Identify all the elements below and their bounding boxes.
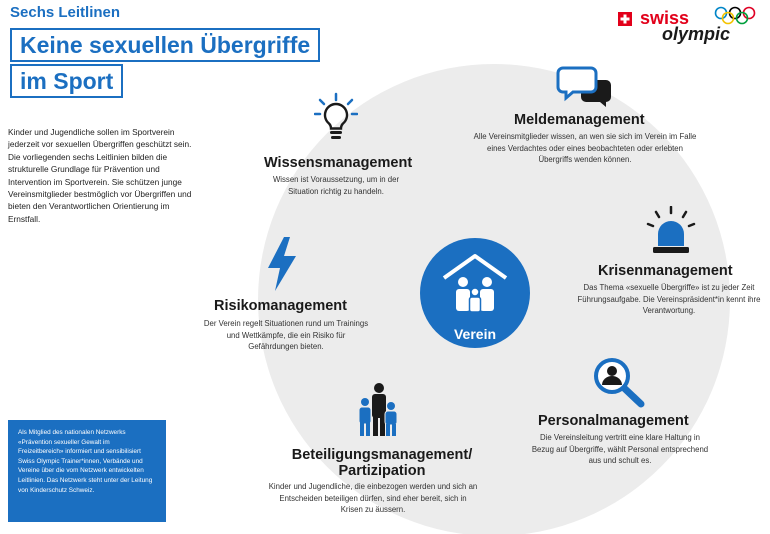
family-house-icon [440, 252, 510, 324]
kicker-title: Sechs Leitlinen [10, 4, 121, 21]
page-title-line1: Keine sexuellen Übergriffe [10, 28, 320, 62]
hub-label: Verein [453, 326, 497, 342]
brand-swiss-text: swiss [640, 8, 690, 28]
olympic-rings-icon [714, 6, 758, 26]
melde-title: Meldemanagement [514, 112, 645, 128]
network-note: Als Mitglied des nationalen Netzwerks «Prävention sexueller Gewalt im Freizeitbereich» informiert und sensibilisiert Swiss Olympic Trainer*innen, Verbände und Vereine über die vom Netzwerk entwickelten Leitlinien. Das Netzwerk steht unter der Leitung von Kinderschutz Schweiz. [8, 420, 166, 522]
page-title-line2: im Sport [10, 64, 123, 98]
personal-title: Personalmanagement [538, 413, 689, 429]
intro-text: Kinder und Jugendliche sollen im Sportverein jederzeit vor sexuellen Übergriffen geschützt sein. Die vorliegenden sechs Leitlinien bilden die strukturelle Grundlage für Prävention und Intervention im Sportverein. Sie schützen junge Vereinsmitglieder bestmöglich vor Übergriffen und bieten den Verantwortlichen Orientierung im Ernstfall. [8, 127, 192, 224]
verein-hub [420, 238, 530, 348]
brand-olympic-text: olympic [662, 24, 731, 44]
wissen-title: Wissensmanagement [264, 155, 413, 171]
krisen-title: Krisenmanagement [598, 263, 733, 279]
speech-bubbles-icon [556, 66, 612, 108]
swiss-olympic-logo [610, 2, 760, 50]
light-bulb-icon [314, 92, 358, 148]
magnifier-person-icon [592, 356, 648, 408]
beteiligung-text: Kinder und Jugendliche, die einbezogen werden und sich an Entscheiden beteiligen dürfen, sind eher bereit, sich in Krisen zu äussern. [268, 482, 478, 514]
beteiligung-title-line2: Partizipation [338, 463, 426, 479]
swiss-flag-icon [618, 12, 632, 26]
wissen-text: Wissen ist Voraussetzung, um in der Situation richtig zu handeln. [272, 175, 400, 196]
personal-text: Die Vereinsleitung vertritt eine klare Haltung in Bezug auf Übergriffe, wählt Personal entsprechend aus und schult es. [531, 433, 709, 465]
alarm-light-icon [646, 206, 696, 256]
lightning-bolt-icon [266, 236, 298, 292]
risiko-title: Risikomanagement [214, 298, 347, 314]
krisen-text: Das Thema «sexuelle Übergriffe» ist zu jeder Zeit Führungsaufgabe. Die Vereinspräsident*in kennt ihre Verantwortung. [577, 283, 761, 315]
melde-text: Alle Vereinsmitglieder wissen, an wen sie sich im Verein im Falle eines Verdachtes oder eines beobachteten oder erlebten Übergriffs wenden können. [473, 132, 697, 164]
group-people-icon [356, 382, 400, 438]
risiko-text: Der Verein regelt Situationen rund um Trainings und Wettkämpfe, die ein Risiko für Gefährdungen bieten. [203, 319, 369, 351]
beteiligung-title-line1: Beteiligungsmanagement/ [291, 447, 473, 463]
